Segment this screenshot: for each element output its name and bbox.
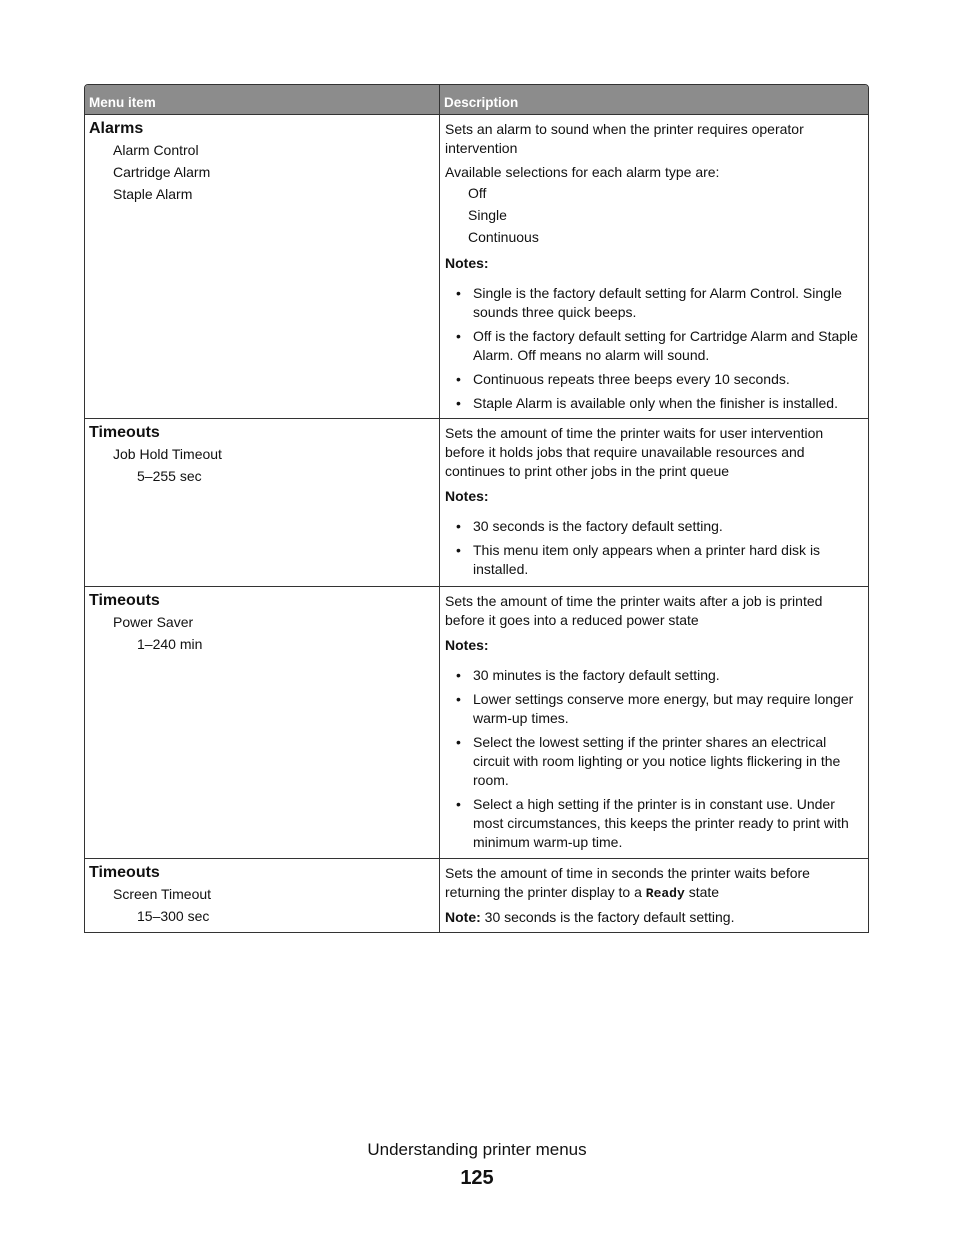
- notes-label: Notes:: [445, 488, 489, 504]
- table-row: [85, 115, 868, 419]
- value-range: 5–255 sec: [137, 468, 202, 484]
- table-row: [85, 859, 868, 932]
- note-line: [445, 908, 864, 927]
- menu-option: Power Saver: [113, 614, 194, 630]
- selection-option: Single: [468, 207, 507, 223]
- list-item: [445, 327, 864, 365]
- list-item: [445, 795, 864, 852]
- table-row: [85, 587, 868, 859]
- note-text: This menu item only appears when a printer hard disk is installed.: [473, 542, 821, 577]
- bullet: •: [456, 667, 461, 683]
- menu-item-cell: [85, 115, 440, 418]
- notes-label: Notes:: [445, 255, 489, 271]
- bullet: •: [456, 395, 461, 411]
- description-after: state: [688, 884, 720, 900]
- notes-list: [445, 284, 864, 413]
- notes-label: Notes:: [445, 637, 489, 653]
- list-item: [445, 690, 864, 728]
- description-text: Sets the amount of time the printer waits for user intervention before it holds jobs that require unavailable resources and continues to print other jobs in the print queue: [445, 425, 824, 479]
- page-number: 125: [460, 1167, 494, 1189]
- note-text: 30 minutes is the factory default setting.: [473, 667, 720, 683]
- menu-option: Staple Alarm: [113, 186, 193, 202]
- bullet: •: [456, 796, 461, 812]
- menu-item-cell: [85, 859, 440, 932]
- note-text: Staple Alarm is available only when the finisher is installed.: [473, 395, 838, 411]
- notes-list: [445, 666, 864, 852]
- value-range: 1–240 min: [137, 636, 203, 652]
- list-item: [445, 541, 864, 579]
- list-item: [445, 370, 864, 389]
- menu-item-cell: [85, 419, 440, 586]
- description-header: Description: [444, 95, 519, 110]
- table-row: [85, 419, 868, 587]
- description-before: Sets the amount of time in seconds the printer waits before returning the printer display to a: [445, 865, 810, 900]
- row-title: Alarms: [89, 120, 144, 137]
- footer-section-title: Understanding printer menus: [367, 1140, 587, 1159]
- description-cell: [440, 115, 868, 418]
- list-item: [445, 517, 864, 536]
- bullet: •: [456, 691, 461, 707]
- note-text: Select a high setting if the printer is in constant use. Under most circumstances, this keeps the printer ready to print with minimum warm-up time.: [473, 796, 849, 850]
- bullet: •: [456, 518, 461, 534]
- list-item: [445, 394, 864, 413]
- bullet: •: [456, 285, 461, 301]
- note-text: 30 seconds is the factory default setting.: [484, 909, 735, 925]
- menu-option: Screen Timeout: [113, 886, 212, 902]
- description-cell: [440, 859, 868, 932]
- note-text: Continuous repeats three beeps every 10 seconds.: [473, 371, 790, 387]
- note-text: Single is the factory default setting for Alarm Control. Single sounds three quick beeps.: [473, 285, 842, 320]
- description-text: Sets an alarm to sound when the printer requires operator intervention: [445, 121, 804, 156]
- list-item: [445, 284, 864, 322]
- row-title: Timeouts: [89, 592, 160, 609]
- notes-list: [445, 517, 864, 579]
- description-text: [445, 864, 864, 903]
- menu-option: Cartridge Alarm: [113, 164, 211, 180]
- row-title: Timeouts: [89, 864, 160, 881]
- description-cell: [440, 419, 868, 586]
- bullet: •: [456, 734, 461, 750]
- selection-option: Continuous: [468, 229, 539, 245]
- available-selections-text: Available selections for each alarm type are:: [445, 164, 720, 180]
- list-item: [445, 733, 864, 790]
- row-title: Timeouts: [89, 424, 160, 441]
- bullet: •: [456, 542, 461, 558]
- menu-option: Alarm Control: [113, 142, 199, 158]
- ready-code: Ready: [645, 886, 685, 901]
- selection-option: Off: [468, 185, 487, 201]
- menu-table: [84, 84, 869, 933]
- menu-item-cell: [85, 587, 440, 858]
- description-text: Sets the amount of time the printer waits after a job is printed before it goes into a reduced power state: [445, 593, 823, 628]
- note-label: Note:: [445, 909, 481, 925]
- note-text: Off is the factory default setting for Cartridge Alarm and Staple Alarm. Off means no alarm will sound.: [473, 328, 858, 363]
- menu-option: Job Hold Timeout: [113, 446, 222, 462]
- note-text: 30 seconds is the factory default setting.: [473, 518, 723, 534]
- table-header: [85, 85, 868, 115]
- list-item: [445, 666, 864, 685]
- description-cell: [440, 587, 868, 858]
- value-range: 15–300 sec: [137, 908, 210, 924]
- bullet: •: [456, 371, 461, 387]
- bullet: •: [456, 328, 461, 344]
- menu-item-header: Menu item: [85, 85, 440, 114]
- note-text: Select the lowest setting if the printer shares an electrical circuit with room lighting or you notice lights flickering in the room.: [473, 734, 841, 788]
- note-text: Lower settings conserve more energy, but may require longer warm-up times.: [473, 691, 854, 726]
